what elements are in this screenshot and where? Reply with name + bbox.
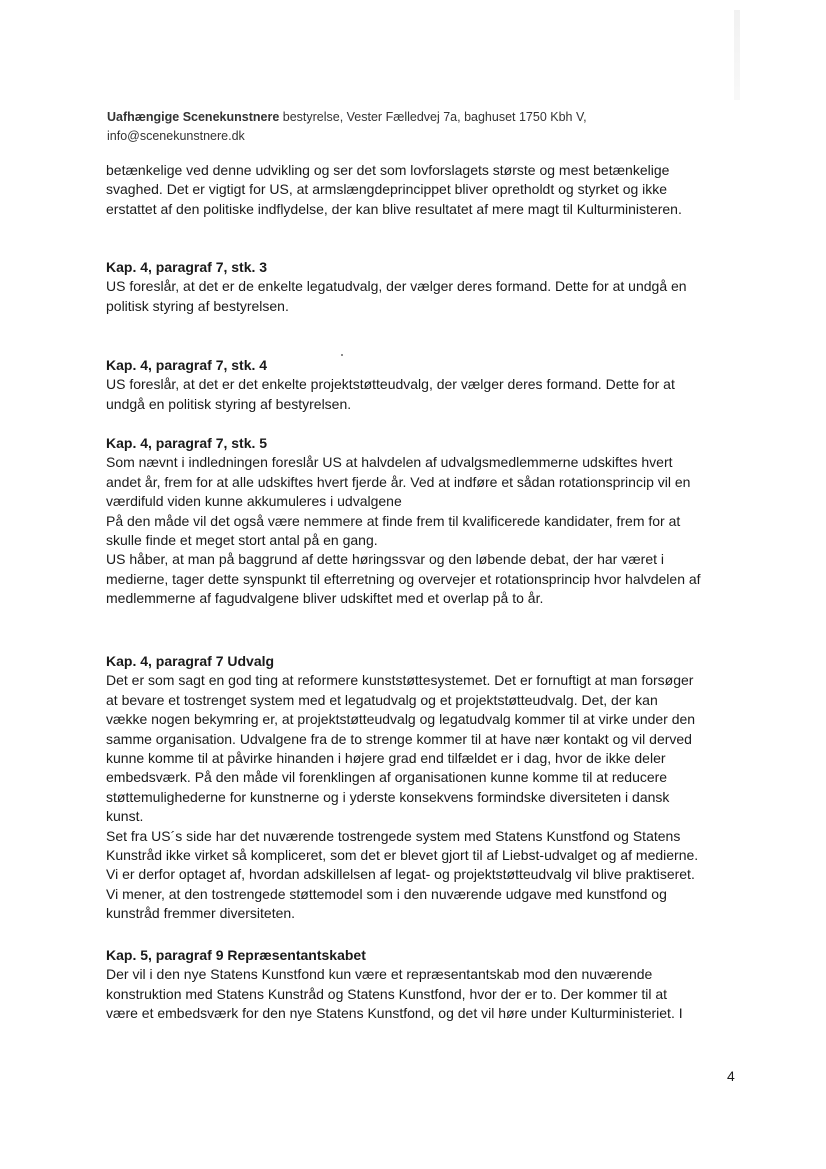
organization-email: info@scenekunstnere.dk [107,129,245,143]
section-line: Det er som sagt en god ting at reformere kunststøttesystemet. Det er fornuftigt at man forsøger [106,672,694,689]
section-line: US foreslår, at det er det enkelte projektstøtteudvalg, der vælger deres formand. Dette for at [106,376,675,393]
section-heading: Kap. 4, paragraf 7, stk. 5 [106,435,268,451]
intro-line: betænkelige ved denne udvikling og ser det som lovforslagets største og mest betænkelige [106,162,670,178]
section-heading: Kap. 4, paragraf 7 Udvalg [106,653,275,669]
section-kap4-p7-stk3 [106,258,746,316]
page-number: 4 [727,1068,735,1084]
intro-line: erstattet af den politiske indflydelse, der kan blive resultatet af mere magt til Kulturministeren. [106,200,682,217]
section-line: politisk styring af bestyrelsen. [106,297,289,314]
section-line: US foreslår, at det er de enkelte legatudvalg, der vælger deres formand. Dette for at undgå en [106,278,687,295]
section-line: kunstråd fremmer diversiteten. [106,905,296,922]
section-line: konstruktion med Statens Kunstråd og Statens Kunstfond, hvor der er to. Der kommer til at [106,985,668,1002]
section-line: kunst. [106,808,144,825]
section-line: Kunstråd ikke virket så kompliceret, som det er blevet gjort til af Liebst-udvalget og af medierne. [106,847,699,864]
letterhead-line-1 [107,108,747,127]
section-heading: Kap. 4, paragraf 7, stk. 4 [106,357,268,373]
section-line: samme organisation. Udvalgene fra de to strenge kommer til at have nær kontakt og vil derved [106,730,692,747]
section-kap5-p9 [106,946,746,1024]
section-line: Der vil i den nye Statens Kunstfond kun være et repræsentantskab mod den nuværende [106,966,653,983]
section-line: støttemulighederne for kunstnerne og i yderste konsekvens formindske diversiteten i dansk [106,788,670,805]
section-line: andet år, frem for at alle udskiftes hvert fjerde år. Ved at indføre et sådan rotationsprincip vil en [106,473,691,490]
section-heading: Kap. 5, paragraf 9 Repræsentantskabet [106,947,366,963]
section-line: medlemmerne af fagudvalgene bliver udskiftet med et overlap på to år. [106,590,544,607]
section-kap4-p7-udvalg [106,652,746,924]
section-line: kunne komme til at påvirke hinanden i højere grad end tilfældet er i dag, hvor de ikke deler [106,750,666,767]
intro-paragraph [106,161,746,219]
section-line: Som nævnt i indledningen foreslår US at halvdelen af udvalgsmedlemmerne udskiftes hvert [106,454,673,471]
scan-edge-mark [734,10,740,100]
section-line: Set fra US´s side har det nuværende tostrengede system med Statens Kunstfond og Statens [106,827,681,844]
section-heading: Kap. 4, paragraf 7, stk. 3 [106,259,268,275]
section-line: vække nogen bekymring er, at projektstøtteudvalg og legatudvalg kommer til at virke under den [106,711,696,728]
section-kap4-p7-stk4 [106,356,746,414]
section-line: være et embedsværk for den nye Statens Kunstfond, og det vil høre under Kulturministeriet. I [106,1005,683,1022]
organization-name: Uafhængige Scenekunstnere [107,110,280,124]
section-line: at bevare et tostrenget system med et legatudvalg og et projektstøtteudvalg. Det, der kan [106,691,658,708]
organization-address: bestyrelse, Vester Fælledvej 7a, baghuset 1750 Kbh V, [279,110,587,124]
section-line: På den måde vil det også være nemmere at finde frem til kvalificerede kandidater, frem for at [106,512,681,529]
section-line: medierne, tager dette synspunkt til efterretning og overvejer et rotationsprincip hvor halvdelen af [106,570,701,587]
section-line: værdifuld viden kunne akkumuleres i udvalgene [106,493,402,510]
section-line: Vi mener, at den tostrengede støttemodel som i den nuværende udgave med kunstfond og [106,885,667,902]
section-line: Vi er derfor optaget af, hvordan adskillelsen af legat- og projektstøtteudvalg vil blive praktiseret. [106,866,695,883]
section-kap4-p7-stk5 [106,434,746,609]
letterhead [107,108,747,146]
section-line: embedsværk. På den måde vil forenklingen af organisationen kunne komme til at reducere [106,769,668,786]
section-line: undgå en politisk styring af bestyrelsen. [106,395,352,412]
section-line: skulle finde et meget stort antal på en gang. [106,532,378,549]
intro-line: svaghed. Det er vigtigt for US, at armslængdeprincippet bliver opretholdt og styrket og ikke [106,181,668,198]
section-line: US håber, at man på baggrund af dette høringssvar og den løbende debat, der har været i [106,551,665,568]
